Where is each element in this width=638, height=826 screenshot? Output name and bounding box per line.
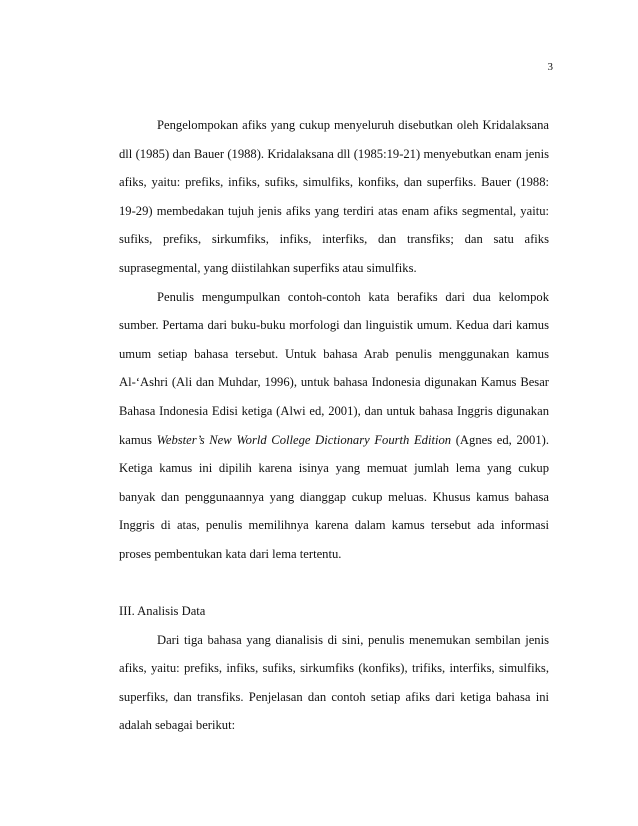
paragraph-analysis: Dari tiga bahasa yang dianalisis di sini, penulis menemukan sembilan jenis afiks, yaitu: prefiks, infiks, sufiks, sirkumfiks (konfiks), trifiks, interfiks, simulfiks, superfiks, dan transfiks. Penjelasan dan contoh setiap afiks dari ketiga bahasa ini adalah sebagai berikut: — [119, 632, 549, 733]
page-number: 3 — [547, 61, 553, 73]
section-analysis — [119, 597, 549, 740]
section-heading: III. Analisis Data — [119, 604, 206, 618]
dictionary-title: Webster’s New World College Dictionary Fourth Edition — [156, 432, 452, 447]
paragraph-data-sources-text: Penulis mengumpulkan contoh-contoh kata berafiks dari dua kelompok sumber. Pertama dari buku-buku morfologi dan linguistik umum. Kedua dari kamus umum setiap bahasa tersebut. Untuk bahasa Arab penulis menggunakan kamus Al-‘Ashri (Ali dan Muhdar, 1996), untuk bahasa Indonesia digunakan Kamus Besar Bahasa Indonesia Edisi ketiga (Alwi ed, 2001), dan untuk bahasa Inggris digunakan kamus — [119, 289, 549, 447]
paragraph-data-sources — [119, 283, 549, 569]
paragraph-data-sources-continuation: (Agnes ed, 2001). Ketiga kamus ini dipilih karena isinya yang memuat jumlah lema yang cukup banyak dan penggunaannya yang dianggap cukup meluas. Khusus kamus bahasa Inggris di atas, penulis memilihnya karena dalam kamus tersebut ada informasi proses pembentukan kata dari lema tertentu. — [119, 432, 549, 561]
paragraph-affix-classification: Pengelompokan afiks yang cukup menyeluruh disebutkan oleh Kridalaksana dll (1985) dan Bauer (1988). Kridalaksana dll (1985:19-21) menyebutkan enam jenis afiks, yaitu: prefiks, infiks, sufiks, simulfiks, konfiks, dan superfiks. Bauer (1988: 19-29) membedakan tujuh jenis afiks yang terdiri atas enam afiks segmental, yaitu: sufiks, prefiks, sirkumfiks, infiks, interfiks, dan transfiks; dan satu afiks suprasegmental, yang diistilahkan superfiks atau simulfiks. — [119, 118, 549, 275]
body-text — [119, 111, 549, 569]
